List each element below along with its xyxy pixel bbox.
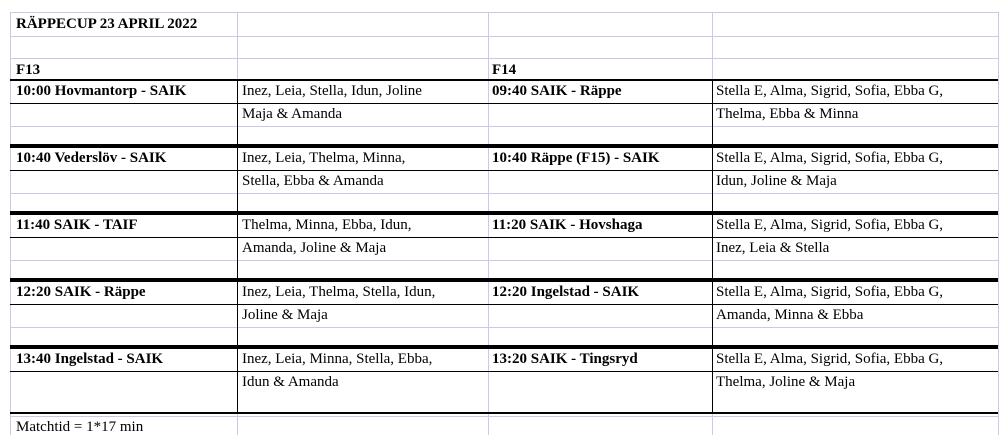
match-time-teams: 10:00 Hovmantorp - SAIK	[16, 83, 187, 99]
match-players: Inez, Leia, Stella, Idun, Joline	[242, 83, 422, 99]
match-players: Amanda, Minna & Ebba	[716, 307, 864, 323]
match-time-teams: 11:40 SAIK - TAIF	[16, 217, 138, 233]
match-players: Amanda, Joline & Maja	[242, 240, 387, 256]
match-players: Inez, Leia & Stella	[716, 240, 830, 256]
match-players: Thelma, Joline & Maja	[716, 374, 856, 390]
match-time-teams: 12:20 SAIK - Räppe	[16, 284, 146, 300]
match-time-teams: 10:40 Vederslöv - SAIK	[16, 150, 167, 166]
match-time-teams: 10:40 Räppe (F15) - SAIK	[492, 150, 660, 166]
match-block-f14-4	[488, 280, 998, 347]
grid-line	[10, 58, 999, 59]
match-players: Inez, Leia, Thelma, Minna,	[242, 150, 406, 166]
page-title: RÄPPECUP 23 APRIL 2022	[16, 16, 198, 32]
match-players: Stella E, Alma, Sigrid, Sofia, Ebba G,	[716, 284, 944, 300]
match-time-teams: 11:20 SAIK - Hovshaga	[492, 217, 643, 233]
group-label-f14: F14	[492, 62, 517, 78]
grid-line	[10, 36, 999, 37]
grid-line	[10, 12, 999, 13]
schedule-sheet	[10, 12, 999, 435]
match-time-teams: 13:40 Ingelstad - SAIK	[16, 351, 164, 367]
grid-line	[998, 12, 999, 435]
match-players: Idun & Amanda	[242, 374, 339, 390]
match-players: Idun, Joline & Maja	[716, 173, 837, 189]
match-time-teams: 09:40 SAIK - Räppe	[492, 83, 622, 99]
match-block-f13-2	[10, 146, 488, 213]
match-players: Stella, Ebba & Amanda	[242, 173, 384, 189]
match-players: Thelma, Ebba & Minna	[716, 106, 859, 122]
match-players: Joline & Maja	[242, 307, 328, 323]
match-players: Stella E, Alma, Sigrid, Sofia, Ebba G,	[716, 150, 944, 166]
match-players: Stella E, Alma, Sigrid, Sofia, Ebba G,	[716, 83, 944, 99]
group-label-f13: F13	[16, 62, 41, 78]
match-block-f14-3	[488, 213, 998, 280]
grid-line	[10, 416, 999, 417]
match-block-f13-1	[10, 79, 488, 146]
match-players: Inez, Leia, Thelma, Stella, Idun,	[242, 284, 436, 300]
match-players: Stella E, Alma, Sigrid, Sofia, Ebba G,	[716, 351, 944, 367]
match-players: Inez, Leia, Minna, Stella, Ebba,	[242, 351, 433, 367]
match-block-f13-4	[10, 280, 488, 347]
match-players: Stella E, Alma, Sigrid, Sofia, Ebba G,	[716, 217, 944, 233]
match-block-f14-5	[488, 347, 998, 414]
match-block-f13-5	[10, 347, 488, 414]
match-players: Thelma, Minna, Ebba, Idun,	[242, 217, 412, 233]
footer-note: Matchtid = 1*17 min	[16, 419, 144, 435]
match-players: Maja & Amanda	[242, 106, 342, 122]
match-time-teams: 13:20 SAIK - Tingsryd	[492, 351, 638, 367]
match-time-teams: 12:20 Ingelstad - SAIK	[492, 284, 640, 300]
match-block-f14-2	[488, 146, 998, 213]
match-block-f13-3	[10, 213, 488, 280]
match-block-f14-1	[488, 79, 998, 146]
